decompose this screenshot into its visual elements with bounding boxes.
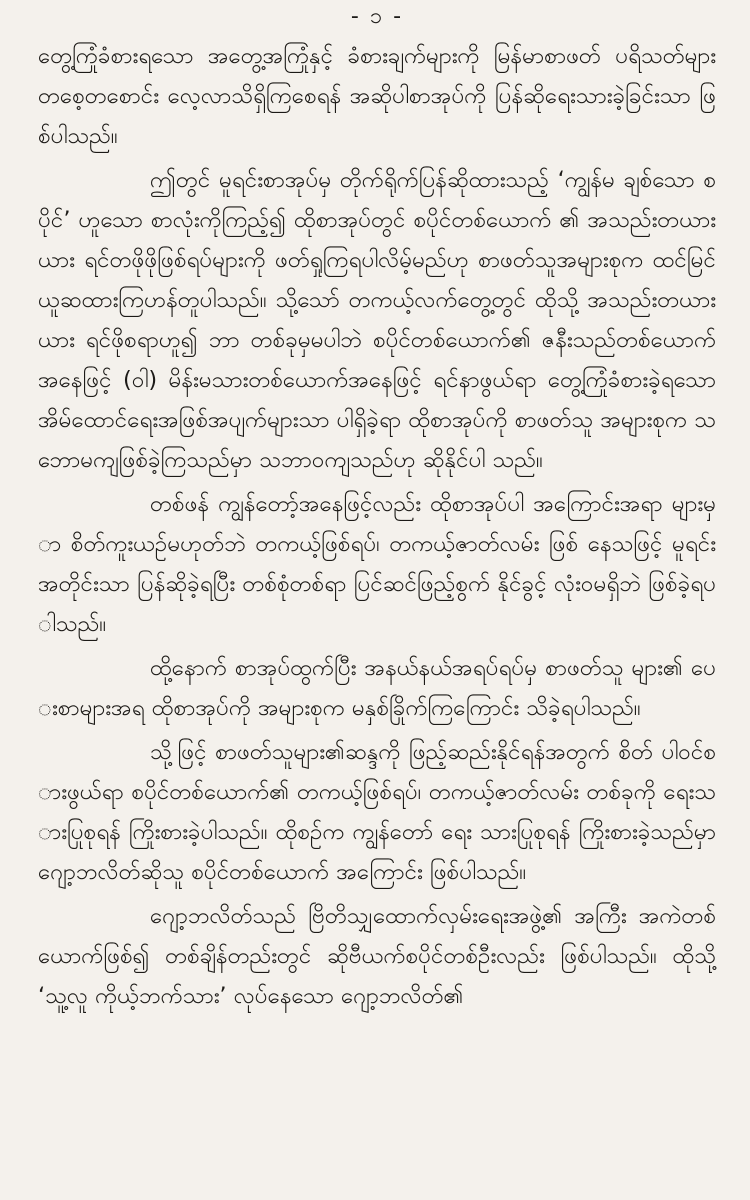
paragraph-4: ထို့နောက် စာအုပ်ထွက်ပြီး အနယ်နယ်အရပ်ရပ်မှ စာဖတ်သူ များ၏ ပေးစာများအရ ထိုစာအုပ်ကို အများစုက မနှစ်ခြိုက်ကြကြောင်း သိခဲ့ရပါသည်။ xyxy=(38,655,716,721)
paragraph-5: သို့ဖြင့် စာဖတ်သူများ၏ဆန္ဒကို ဖြည့်ဆည်းနိုင်ရန်အတွက် စိတ် ပါဝင်စားဖွယ်ရာ စပိုင်တစ်ယောက်၏ တကယ့်ဖြစ်ရပ်၊ တကယ့်ဇာတ်လမ်း တစ်ခုကို ရေးသားပြုစုရန် ကြိုးစားခဲ့ပါသည်။ ထိုစဉ်က ကျွန်တော် ရေး သားပြုစုရန် ကြိုးစားခဲ့သည်မှာ ဂျော့ဘလိတ်ဆိုသူ စပိုင်တစ်ယောက် အကြောင်း ဖြစ်ပါသည်။ xyxy=(38,739,716,885)
paragraph-6: ဂျော့ဘလိတ်သည် ဗြိတိသျှထောက်လှမ်းရေးအဖွဲ့၏ အကြီး အကဲတစ်ယောက်ဖြစ်၍ တစ်ချိန်တည်းတွင် ဆိုဗီယက်စပိုင်တစ်ဦးလည်း ဖြစ်ပါသည်။ ထိုသို့ ‘သူ့လူ ကိုယ့်ဘက်သား’ လုပ်နေသော ဂျော့ဘလိတ်၏ xyxy=(38,903,716,1009)
paragraph-1: တွေ့ကြုံခံစားရသော အတွေ့အကြုံနှင့် ခံစားချက်များကို မြန်မာစာဖတ် ပရိသတ်များ တစေ့တစောင်း လေ့လာသိရှိကြစေရန် အဆိုပါစာအုပ်ကို ပြန်ဆိုရေးသားခဲ့ခြင်းသာ ဖြစ်ပါသည်။ xyxy=(38,43,716,149)
paragraph-3: တစ်ဖန် ကျွန်တော့်အနေဖြင့်လည်း ထိုစာအုပ်ပါ အကြောင်းအရာ များမှာ စိတ်ကူးယဉ်မဟုတ်ဘဲ တကယ့်ဖြစ်ရပ်၊ တကယ့်ဇာတ်လမ်း ဖြစ် နေသဖြင့် မူရင်းအတိုင်းသာ ပြန်ဆိုခဲ့ရပြီး တစ်စုံတစ်ရာ ပြင်ဆင်ဖြည့်စွက် နိုင်ခွင့် လုံးဝမရှိဘဲ ဖြစ်ခဲ့ရပါသည်။ xyxy=(38,491,716,637)
page-number: - ၁ - xyxy=(350,4,404,29)
paragraph-2: ဤတွင် မူရင်းစာအုပ်မှ တိုက်ရိုက်ပြန်ဆိုထားသည့် ‘ကျွန်မ ချစ်သော စပိုင်’ ဟူသော စာလုံးကိုကြည့်၍ ထိုစာအုပ်တွင် စပိုင်တစ်ယောက် ၏ အသည်းတယားယား ရင်တဖိုဖိုဖြစ်ရပ်များကို ဖတ်ရှုကြရပါလိမ့်မည်ဟု စာဖတ်သူအများစုက ထင်မြင်ယူဆထားကြဟန်တူပါသည်။ သို့သော် တကယ့်လက်တွေ့တွင် ထိုသို့ အသည်းတယားယား ရင်ဖိုစရာဟူ၍ ဘာ တစ်ခုမှမပါဘဲ စပိုင်တစ်ယောက်၏ ဇနီးသည်တစ်ယောက်အနေဖြင့် (ဝါ) မိန်းမသားတစ်ယောက်အနေဖြင့် ရင်နာဖွယ်ရာ တွေ့ကြုံခံစားခဲ့ရသော အိမ်ထောင်ရေးအဖြစ်အပျက်များသာ ပါရှိခဲ့ရာ ထိုစာအုပ်ကို စာဖတ်သူ အများစုက သဘောမကျဖြစ်ခဲ့ကြသည်မှာ သဘာဝကျသည်ဟု ဆိုနိုင်ပါ သည်။ xyxy=(38,167,716,473)
